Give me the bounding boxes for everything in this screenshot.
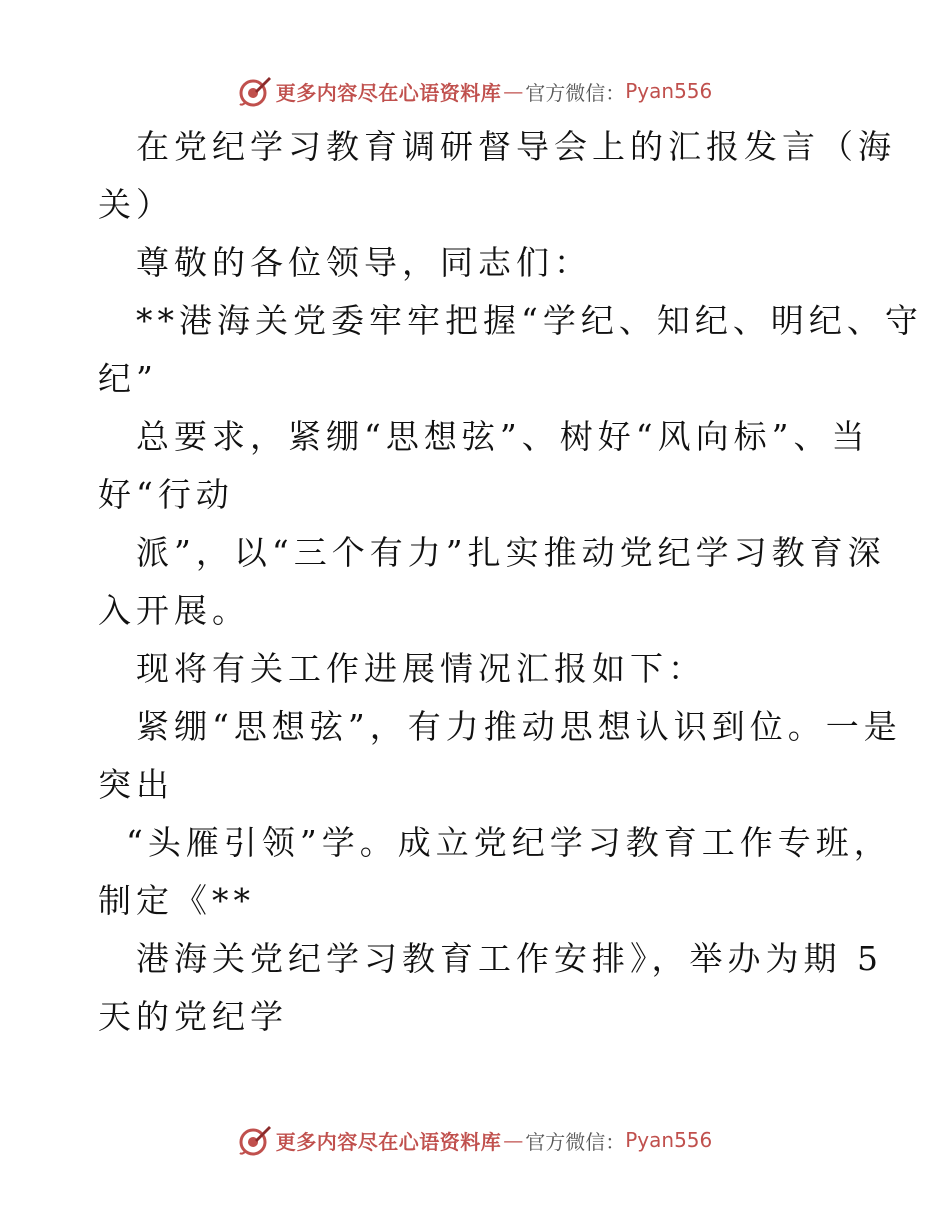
footer-watermark-banner <box>0 1120 950 1160</box>
paragraph-line: 紧绷“思想弦”，有力推动思想认识到位。一是 <box>136 707 902 746</box>
banner-wechat-id: Pyan556 <box>625 79 713 103</box>
banner-wechat-label: 官方微信： <box>525 1129 626 1154</box>
salutation: 尊敬的各位领导，同志们： <box>136 243 592 282</box>
banner-wechat-id: Pyan556 <box>625 1128 713 1152</box>
paragraph-line: 现将有关工作进展情况汇报如下： <box>136 649 706 688</box>
paragraph-line: 入开展。 <box>98 591 250 630</box>
banner-wechat-label: 官方微信： <box>525 80 626 105</box>
paragraph-line: “头雁引领”学。成立党纪学习教育工作专班， <box>126 823 892 862</box>
banner-dash: — <box>503 79 524 103</box>
pen-logo-icon <box>238 74 272 108</box>
paragraph-line: **港海关党委牢牢把握“学纪、知纪、明纪、守 <box>136 301 923 340</box>
paragraph-line: 天的党纪学 <box>98 997 288 1036</box>
paragraph-line: 派”，以“三个有力”扎实推动党纪学习教育深 <box>136 533 886 572</box>
header-watermark-banner <box>0 71 950 111</box>
paragraph-line: 制定《** <box>98 881 255 920</box>
banner-main-text: 更多内容尽在心语资料库 <box>275 80 502 105</box>
paragraph-line: 纪” <box>98 359 158 398</box>
banner-dash: — <box>503 1128 524 1152</box>
paragraph-line: 总要求，紧绷“思想弦”、树好“风向标”、当 <box>136 417 870 456</box>
title-line-2: 关） <box>98 185 174 224</box>
pen-logo-icon <box>238 1123 272 1157</box>
paragraph-line: 突出 <box>98 765 174 804</box>
paragraph-line: 好“行动 <box>98 475 234 514</box>
paragraph-line: 港海关党纪学习教育工作安排》，举办为期 5 <box>136 939 883 978</box>
banner-main-text: 更多内容尽在心语资料库 <box>275 1129 502 1154</box>
title-line-1: 在党纪学习教育调研督导会上的汇报发言（海 <box>136 127 896 166</box>
